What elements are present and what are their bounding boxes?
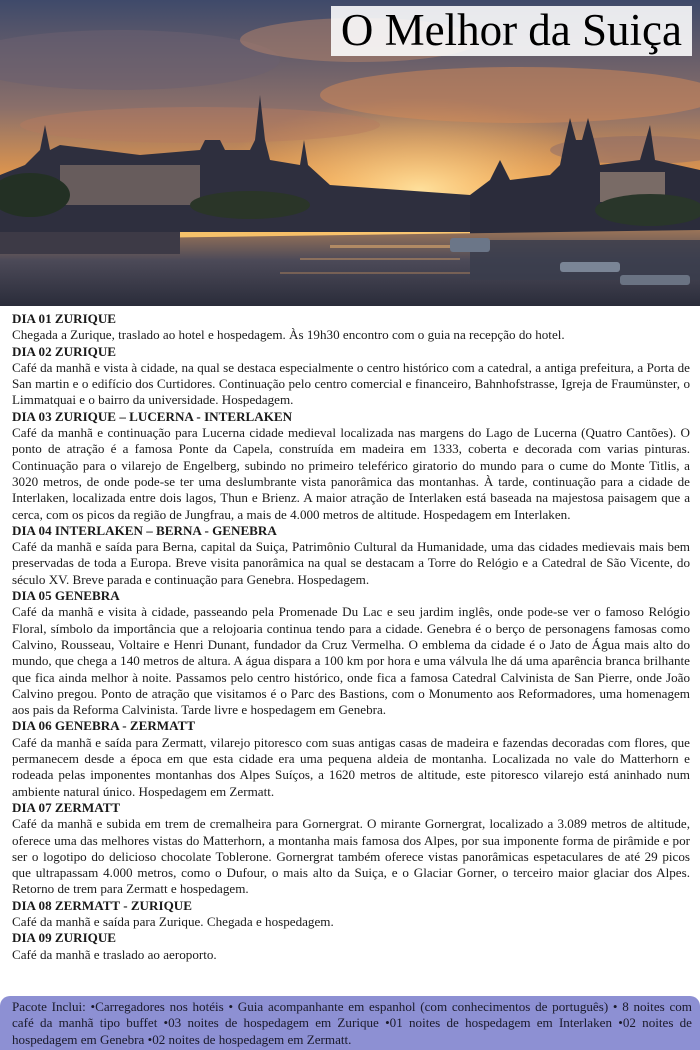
day-description: Café da manhã e visita à cidade, passeando pela Promenade Du Lac e seu jardim inglês, onde pode-se ver o famoso Relógio Floral, símbolo da importância que a relojoaria continua tendo para a cidade. Genebra é o berço de personagens famosas como Calvino, Rousseau, Voltaire e Henri Dunant, fundador da Cruz Vermelha. O emblema da cidade é o Jato de Água mais alto do mundo, que chega a 140 metros de altura. A água dispara a 100 km por hora e uma válvula lhe dá uma aparência branca brilhante que fica ainda melhor à noite. Passamos pelo centro histórico, onde fica a famosa Catedral Calvinista de San Pierre, onde João Calvino pregou. Ponto de atração que visitamos é o Parc des Bastions, com o Monumento aos Reformadores, uma homenagem aos pais da Reforma Calvinista. Tarde livre e hospedagem em Genebra. (12, 604, 690, 718)
day-description: Café da manhã e traslado ao aeroporto. (12, 946, 217, 962)
day-01 (12, 311, 690, 344)
day-title: DIA 04 INTERLAKEN – BERNA - GENEBRA (12, 522, 277, 538)
day-05 (12, 588, 690, 718)
package-includes-text: Pacote Inclui: •Carregadores nos hotéis • Guia acompanhante em espanhol (com conhecimentos de português) • 8 noites com café da manhã tipo buffet •03 noites de hospedagem em Zurique •01 noites de hospedagem em Interlaken •02 noites de hospedagem em Genebra •02 noites de hospedagem em Zermatt. (12, 999, 692, 1047)
day-02 (12, 344, 690, 409)
day-description: Café da manhã e saída para Berna, capital da Suiça, Patrimônio Cultural da Humanidade, uma das cidades medievais mais bem preservadas de toda a Europa. Breve visita panorâmica na qual se destacam a Torre do Relógio e a Catedral de São Vicente, do século XV. Breve parada e continuação para Genebra. Hospedagem. (12, 539, 690, 587)
day-title: DIA 07 ZERMATT (12, 799, 121, 815)
day-07 (12, 800, 690, 898)
page-title: O Melhor da Suiça (331, 6, 692, 56)
day-04 (12, 523, 690, 588)
day-title: DIA 05 GENEBRA (12, 588, 120, 604)
day-description: Chegada a Zurique, traslado ao hotel e hospedagem. Às 19h30 encontro com o guia na recepção do hotel. (12, 327, 565, 343)
day-title: DIA 08 ZERMATT - ZURIQUE (12, 897, 192, 913)
day-title: DIA 01 ZURIQUE (12, 311, 117, 326)
day-08 (12, 898, 690, 931)
day-06 (12, 718, 690, 799)
hero-image (0, 0, 700, 306)
day-title: DIA 09 ZURIQUE (12, 930, 117, 946)
day-03 (12, 409, 690, 523)
day-title: DIA 06 GENEBRA - ZERMATT (12, 718, 196, 734)
day-description: Café da manhã e saída para Zermatt, vilarejo pitoresco com suas antigas casas de madeira e fazendas decoradas com flores, que permanecem desde a época em que esta cidade era uma pequena aldeia de montanha. Localizada no vale do Matterhorn e rodeada pelas imponentes montanhas dos Alpes Suíços, a 1620 metros de altitude, este pitoresco vilarejo está aninhado num ambiente natural único. Hospedagem em Zermatt. (12, 734, 690, 799)
package-includes-box (0, 996, 700, 1050)
day-description: Café da manhã e vista à cidade, na qual se destaca especialmente o centro histórico com a catedral, a antiga prefeitura, a Porta de San martin e o edifício dos Curtidores. Continuação pelo centro comercial e financeiro, Bahnhofstrasse, Igreja de Fraumünster, o Limmatquai e o bairro da universidade. Hospedagem. (12, 359, 690, 408)
day-description: Café da manhã e saída para Zurique. Chegada e hospedagem. (12, 913, 334, 929)
day-title: DIA 03 ZURIQUE – LUCERNA - INTERLAKEN (12, 408, 293, 424)
day-description: Café da manhã e continuação para Lucerna cidade medieval localizada nas margens do Lago de Lucerna (Quatro Cantões). O ponto de atração é a famosa Ponte da Capela, construída em madeira em 1333, coberta e decorada com varias pinturas. Continuação para o vilarejo de Engelberg, subindo no primeiro teleférico giratorio do mundo para o cume do Monte Titlis, a 3020 metros, de onde pode-se ter uma deslumbrante vista panorâmica das montanhas. À tarde, continuação para a cidade de Interlaken, localizada entre dois lagos, Thun e Brienz. A maior atração de Interlaken está baseada na majestosa paisagem que a cerca, com os picos da região de Jungfrau, a mais de 4.000 metros de altitude. Hospedagem em Interlaken. (12, 425, 690, 522)
day-09 (12, 930, 690, 963)
day-description: Café da manhã e subida em trem de cremalheira para Gornergrat. O mirante Gornergrat, localizado a 3.089 metros de altitude, oferece uma das melhores vistas do Matterhorn, a montanha mais famosa dos Alpes, por sua imponente forma de pirâmide e por ser o logotipo do delicioso chocolate Toblerone. Gornergrat também oferece vistas panorâmicas espetaculares de até 29 picos que ultrapassam 4.000 metros, como o Dufour, o mais alto da Suiça, e o Glaciar Gorner, o terceiro maior glaciar dos Alpes. Retorno de trem para Zermatt e hospedagem. (12, 816, 690, 897)
day-title: DIA 02 ZURIQUE (12, 343, 117, 359)
itinerary (12, 311, 690, 963)
